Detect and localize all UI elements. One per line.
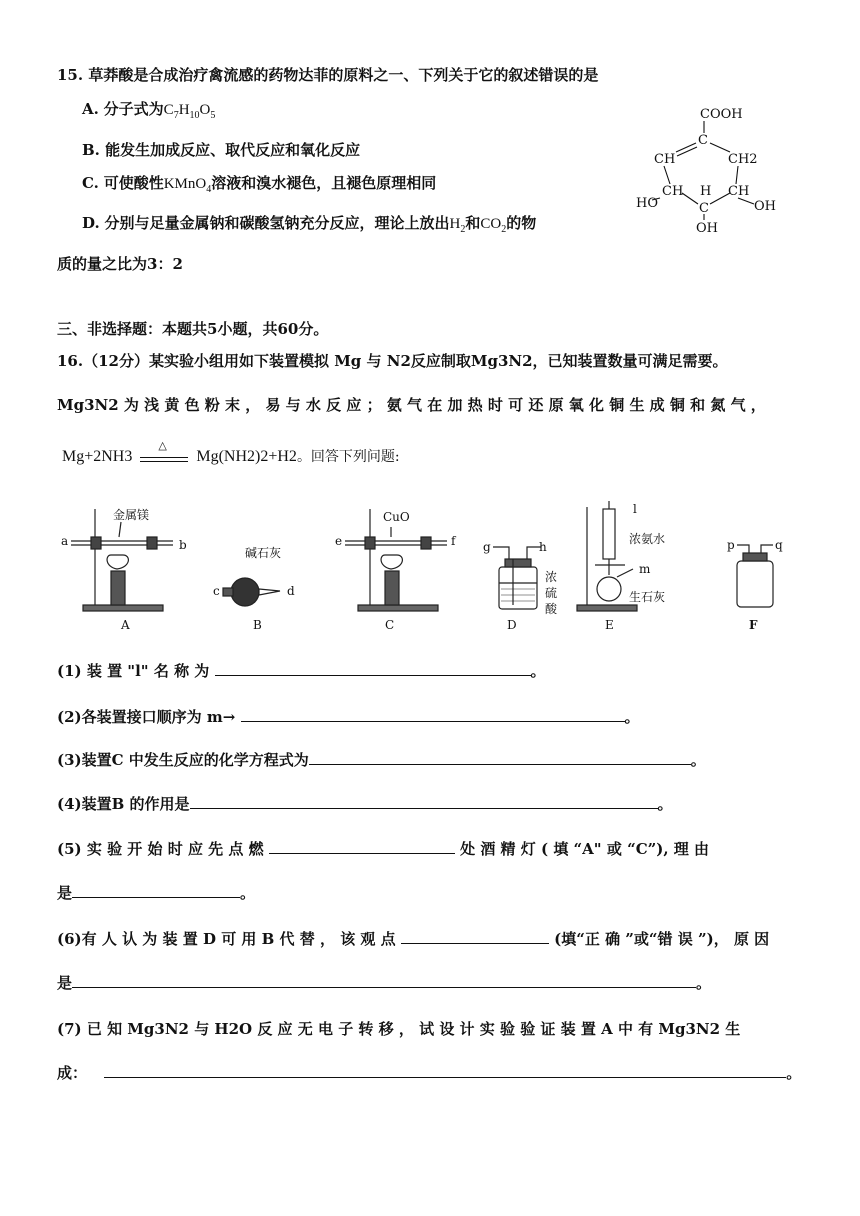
formula-h2: $H_2$ — [449, 216, 466, 235]
question-7: (7) 已 知 Mg3N2 与 H2O 反 应 无 电 子 转 移 ， 试 设 计 实 验 验 证 装 置 A 中 有 Mg3N2 生 — [57, 1020, 741, 1038]
label-a: A — [121, 618, 130, 632]
option-label: A. — [82, 100, 99, 118]
port-f: f — [451, 534, 456, 548]
q15-option-b — [82, 139, 360, 160]
label-a-metal: 金属镁 — [113, 508, 150, 522]
period: 。 — [624, 708, 640, 726]
option-text: 溶液和溴水褪色，且褪色原理相同 — [211, 174, 437, 192]
structure-ch-bottom-right: CH — [728, 184, 750, 199]
label-c-reagent: CuO — [383, 510, 410, 524]
label-e-reagent-top: 浓氨水 — [629, 532, 666, 546]
q15-option-c — [82, 172, 436, 195]
answer-blank-7[interactable] — [104, 1063, 786, 1078]
question-text: 是 — [57, 974, 73, 992]
option-text: 和 — [465, 214, 481, 232]
question-6-continued — [57, 972, 711, 993]
formula: KMnO$_4$ — [163, 176, 212, 195]
q16-stem-line-1: 16.（12分）某实验小组用如下装置模拟 Mg 与 N2反应制取Mg3N2，已知装置数量可满足需要。 — [57, 352, 728, 370]
apparatus-f — [737, 545, 773, 607]
answer-blank-2[interactable] — [241, 707, 625, 722]
port-d: d — [287, 584, 295, 598]
question-7-continued — [57, 1062, 801, 1083]
port-a: a — [61, 534, 69, 548]
answer-blank-6b[interactable] — [72, 973, 696, 988]
question-text: (2)各装置接口顺序为 m→ — [57, 708, 236, 726]
structure-oh-bottom: OH — [696, 221, 718, 236]
formula: $C_7H_{10}O_5$ — [163, 102, 216, 121]
option-label: C. — [82, 174, 99, 192]
period: 。 — [530, 662, 546, 680]
answer-blank-1[interactable] — [215, 661, 531, 676]
label-c: C — [385, 618, 395, 632]
label-b: B — [253, 618, 262, 632]
option-label: D. — [82, 214, 100, 232]
label-e-reagent-bottom: 生石灰 — [629, 590, 666, 604]
q16-equation — [62, 440, 400, 466]
structure-ch-bottom-left: CH — [662, 184, 684, 199]
period: 。 — [786, 1064, 802, 1082]
structure-c-top: C — [698, 133, 708, 148]
label-d-reagent-3: 酸 — [545, 602, 558, 616]
option-label: B. — [82, 141, 100, 159]
question-text: 处 酒 精 灯 ( 填 “A" 或 “C”), 理 由 — [460, 840, 710, 858]
question-6 — [57, 928, 769, 949]
question-text: (填“正 确 ”或“错 误 ”)， 原 因 — [554, 930, 770, 948]
q15-option-d — [82, 212, 536, 235]
question-1 — [57, 660, 546, 681]
label-d-reagent-2: 硫 — [545, 586, 558, 600]
period: 。 — [690, 751, 706, 769]
option-text: 分子式为 — [103, 100, 164, 118]
structure-cooh: COOH — [700, 107, 743, 122]
label-b-reagent: 碱石灰 — [245, 546, 282, 560]
period: 。 — [657, 795, 673, 813]
option-text: 能发生加成反应、取代反应和氧化反应 — [105, 141, 361, 159]
port-g: g — [483, 540, 491, 554]
question-5 — [57, 838, 709, 859]
question-4 — [57, 793, 673, 814]
section-heading: 三、非选择题：本题共5小题，共60分。 — [57, 320, 329, 338]
question-text: (1) 装 置 "l" 名 称 为 — [57, 662, 210, 680]
answer-blank-5b[interactable] — [72, 883, 240, 898]
port-h: h — [539, 540, 547, 554]
option-text: 分别与足量金属钠和碳酸氢钠充分反应，理论上放出 — [104, 214, 450, 232]
period: 。 — [696, 974, 712, 992]
question-text: 成： — [57, 1064, 88, 1082]
answer-blank-3[interactable] — [309, 750, 691, 765]
question-5-continued — [57, 882, 255, 903]
port-b: b — [179, 538, 187, 552]
structure-c-mid: C — [699, 201, 709, 216]
apparatus-b — [223, 578, 280, 606]
structure-oh-right: OH — [754, 199, 776, 214]
apparatus-d — [493, 547, 541, 609]
structure-ch-left: CH — [654, 152, 676, 167]
label-f: F — [749, 618, 758, 632]
structure-ch2-right: CH2 — [728, 152, 758, 167]
port-m: m — [639, 562, 651, 576]
period: 。 — [240, 884, 256, 902]
port-c: c — [213, 584, 220, 598]
q15-option-a — [82, 98, 215, 121]
structure-h-mid: H — [700, 184, 712, 199]
question-text: (3)装置C 中发生反应的化学方程式为 — [57, 751, 309, 769]
port-l: l — [633, 502, 637, 516]
q16-stem-line-3: 。回答下列问题: — [296, 449, 400, 465]
apparatus-diagram — [55, 497, 815, 637]
port-q: q — [775, 538, 783, 552]
question-text: 是 — [57, 884, 73, 902]
question-2 — [57, 706, 640, 727]
port-e: e — [335, 534, 343, 548]
equation-right: Mg(NH2)2+H2 — [196, 448, 297, 465]
question-3 — [57, 749, 706, 770]
shikimic-acid-structure — [630, 100, 790, 240]
label-e: E — [605, 618, 614, 632]
apparatus-e — [577, 501, 637, 611]
apparatus-c — [345, 509, 447, 611]
answer-blank-4[interactable] — [190, 794, 658, 809]
question-text: (6)有 人 认 为 装 置 D 可 用 B 代 替 ， 该 观 点 — [57, 930, 396, 948]
question-text: (4)装置B 的作用是 — [57, 795, 190, 813]
label-d-reagent-1: 浓 — [545, 570, 558, 584]
answer-blank-5a[interactable] — [269, 839, 455, 854]
option-text: 可使酸性 — [103, 174, 164, 192]
q15-option-d-continued: 质的量之比为3：2 — [57, 255, 183, 273]
apparatus-a — [71, 509, 173, 611]
q15-stem: 15. 草莽酸是合成治疗禽流感的药物达菲的原料之一、下列关于它的叙述错误的是 — [57, 66, 599, 84]
structure-ho-left: HO — [636, 196, 658, 211]
equation-arrow — [136, 440, 192, 465]
q16-stem-line-2: Mg3N2 为 浅 黄 色 粉 末 ， 易 与 水 反 应 ； 氨 气 在 加 热 时 可 还 原 氧 化 铜 生 成 铜 和 氮 气 ， — [57, 396, 766, 414]
port-p: p — [727, 538, 735, 552]
question-text: (5) 实 验 开 始 时 应 先 点 燃 — [57, 840, 264, 858]
answer-blank-6a[interactable] — [401, 929, 549, 944]
formula-co2: $CO_2$ — [480, 216, 507, 235]
label-d: D — [507, 618, 517, 632]
heat-symbol: △ — [158, 440, 167, 453]
equation-left: Mg+2NH3 — [62, 448, 133, 465]
option-text: 的物 — [506, 214, 537, 232]
